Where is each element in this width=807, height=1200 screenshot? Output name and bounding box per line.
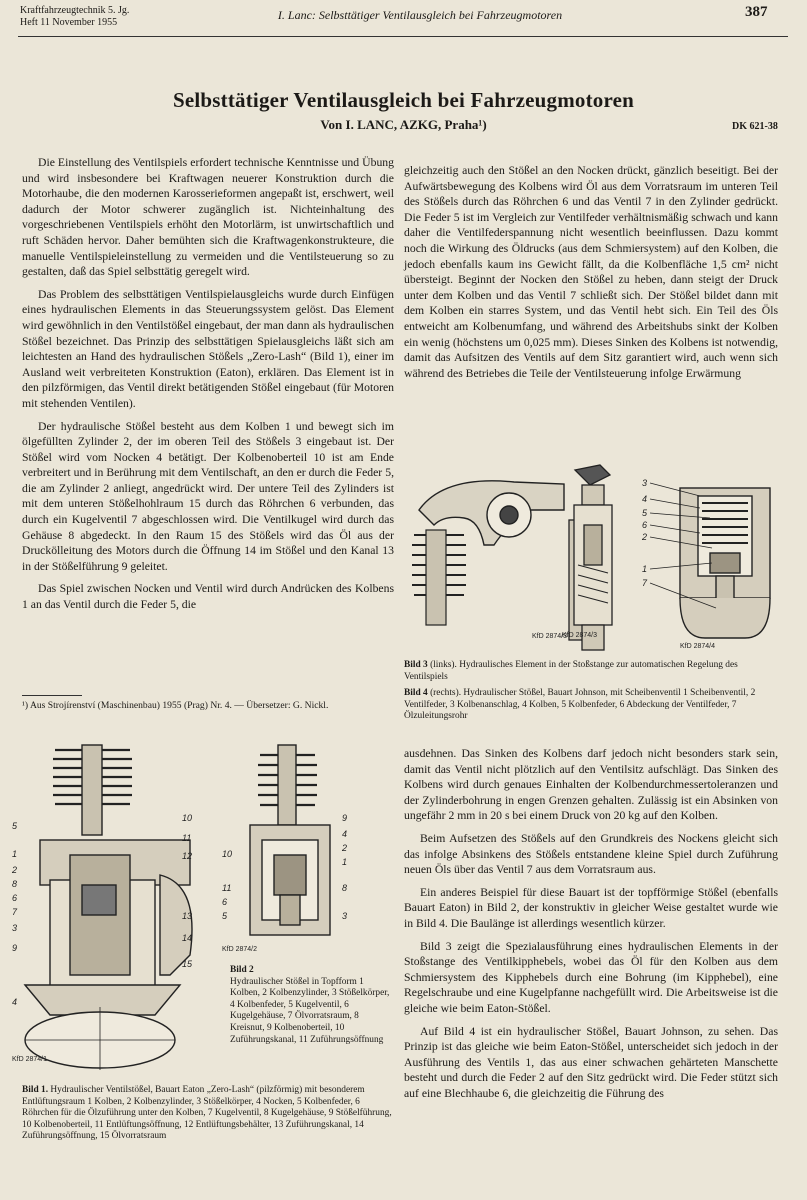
caption-label: Bild 3 — [404, 660, 428, 670]
figure-3 — [404, 470, 568, 655]
label: 9 — [12, 943, 18, 953]
label: 2 — [342, 843, 348, 853]
label: 1 — [642, 564, 648, 574]
label: 1 — [12, 849, 18, 859]
running-title: I. Lanc: Selbsttätiger Ventilausgleich bei Fahrzeugmotoren — [277, 8, 563, 22]
caption-bild-3-4 — [404, 660, 778, 723]
label: 3 — [642, 478, 648, 488]
column-2 — [404, 163, 778, 388]
paragraph: Ein anderes Beispiel für diese Bauart ist der topfförmige Stößel (ebenfalls Bauart Eaton) in Bild 2, der konstruktiv in gleicher Weise gestaltet wurde wie in Bild 4. Die Baulänge ist allerdings wesentlich kürzer. — [404, 885, 778, 930]
figure-id: KfD 2874/1 — [12, 1056, 48, 1063]
caption-text: (rechts). Hydraulischer Stößel, Bauart Johnson, mit Scheibenventil 1 Scheibenventil, 2 Ventilfeder, 3 Kolbenanschlag, 4 Kolben, 5 Kolbenfeder, 6 Abdeckung der Ventilfeder, 7 Ölzuleitungsrohr — [404, 688, 756, 722]
label: 10 — [182, 813, 193, 823]
label: 5 — [12, 821, 18, 831]
label: 8 — [12, 879, 18, 889]
paragraph: Auf Bild 4 ist ein hydraulischer Stößel, Bauart Johnson, zu sehen. Das Prinzip ist das gleiche wie beim Eaton-Stößel, unterscheidet sich jedoch in der Ausführung des Ventils 1, das aus einer schwachen gehärteten Manschette besteht und durch die Feder 2 auf den Sitz gedrückt wird. Die Feder stützt sich auf eine Blechhaube 6, die gleichzeitig die Führung des — [404, 1024, 778, 1100]
figure-2 — [220, 745, 360, 955]
label: 6 — [222, 897, 228, 907]
label: 6 — [642, 520, 648, 530]
caption-bild-1 — [22, 1085, 394, 1143]
label: 14 — [182, 933, 193, 943]
paragraph: Das Spiel zwischen Nocken und Ventil wird durch Andrücken des Kolbens 1 an das Ventil durch die Feder 5, die — [22, 582, 394, 612]
article-title: Selbsttätiger Ventilausgleich bei Fahrzeugmotoren — [172, 88, 635, 112]
figure-4-labels — [641, 478, 648, 588]
label: 3 — [12, 923, 18, 933]
figure-id: KfD 2874/3 — [532, 633, 568, 640]
byline: Von I. LANC, AZKG, Praha¹) — [320, 117, 487, 132]
figure-1 — [10, 745, 205, 1070]
footnote: ¹) Aus Strojírenství (Maschinenbau) 1955 (Prag) Nr. 4. — Übersetzer: G. Nickl. — [22, 700, 329, 711]
figure-id: KfD 2874/2 — [222, 946, 258, 953]
label: 2 — [12, 865, 18, 875]
paragraph: Das Problem des selbsttätigen Ventilspielausgleichs wurde durch Einfügen eines hydraulischen Elements in das Steuerungssystem gelöst. Das Element wird gewöhnlich in den Ventilstößel eingebaut, der man dann als hydraulischen Stößel bezeichnet. Das Prinzip des selbsttätigen Spielausgleichs läßt sich am leichtesten an Hand des hydraulischen Stößels „Zero-Lash“ (Bild 1), einer im Ausland weit verbreiteten Konstruktion (Eaton), erklären. Das Element ist in den pilzförmigen, das Ventil direkt betätigenden Stößel eingebaut (für Motoren mit stehenden Ventilen). — [22, 287, 394, 410]
journal-line-1: Kraftfahrzeugtechnik 5. Jg. — [20, 5, 130, 16]
label: 9 — [342, 813, 348, 823]
label: 11 — [182, 833, 192, 843]
valve-spring — [412, 530, 466, 625]
figure-id: KfD 2874/3 — [562, 632, 598, 639]
caption-text: Hydraulischer Stößel in Topfform 1 Kolben, 2 Kolbenzylinder, 3 Stößelkörper, 4 Kolbenfeder, 5 Kugelventil, 6 Kugelgehäuse, 7 Ölvorratsraum, 8 Kreisnut, 9 Kolbenoberteil, 10 Zuführungskanal, 11 Zuführungsöffnung — [230, 976, 390, 1045]
page-number: 387 — [745, 4, 768, 20]
label: 12 — [182, 851, 193, 861]
figure-4 — [640, 478, 780, 653]
paragraph: Die Einstellung des Ventilspiels erfordert technische Kenntnisse und Übung und wird insbesondere bei Kraftwagen neuerer Konstruktion durch die Motorhaube, die den modernen Karosserieformen angepaßt ist, erschwert, weil dadurch der Motor schwerer zugänglich ist. Nichteinhaltung des vorgeschriebenen Ventilspiels erhöht den Motorlärm, ist unwirtschaftlich und ruft Schäden hervor. Daher bemühten sich die Kraftwagenkonstrukteure, die manuelle Ventilspieleinstellung zu vermeiden und die Ventilsteuerung so zu gestalten, daß das Spiel selbsttätig geregelt wird. — [22, 156, 394, 279]
caption-label: Bild 2 — [230, 965, 254, 975]
caption-bild-2 — [230, 965, 390, 1046]
label: 7 — [12, 907, 18, 917]
label: 13 — [182, 911, 193, 921]
label: 5 — [642, 508, 648, 518]
label: 10 — [222, 849, 233, 859]
paragraph: gleichzeitig auch den Stößel an den Nocken drückt, gänzlich beseitigt. Bei der Aufwärtsbewegung des Kolbens wird Öl aus dem Vorratsraum im unteren Teil des Stößels durch das Röhrchen 6 und das Ventil 7 in den Zylinder gedrückt. Die Feder 5 ist im Vergleich zur Ventilfeder verhältnismäßig schwach und kann daher die Ventilfederspannung nicht wesentlich beeinflussen. Dazu kommt noch die Wirkung des Öldrucks (aus dem Schmiersystem) auf den Kolben, die jedoch ebenfalls kaum ins Gewicht fällt, da die Kolbenfläche 1,5 cm² nicht übersteigt. Beginnt der Nocken den Stößel zu heben, dann steigt der Druck unter dem Kolben und das Ventil 7 schließt sich. Der Stößel bildet dann mit dem Kolben ein starres System, und das Ventil hebt sich. Ein Teil des Öls entweicht am Kolbenumfang, und während des Arbeitshubs sinkt der Kolben ein wenig (höchstens um 0,025 mm). Dieses Sinken des Kolbens ist notwendig, damit das Aufsitzen des Ventils auf dem Sitz garantiert wird, auch wenn sich während des Betriebes die Teile der Ventilsteuerung infolge Erwärmung — [404, 164, 778, 380]
caption-text: (links). Hydraulisches Element in der Stoßstange zur automatischen Regelung des Ventilspiels — [404, 660, 738, 682]
label: 8 — [342, 883, 348, 893]
journal-info — [20, 5, 170, 29]
figure-3-pushrod — [560, 465, 630, 655]
header-rule — [18, 36, 788, 37]
footnote-rule — [22, 695, 82, 696]
label: 15 — [182, 959, 193, 969]
caption-label: Bild 1. — [22, 1085, 49, 1095]
journal-line-2: Heft 11 November 1955 — [20, 17, 118, 28]
caption-label: Bild 4 — [404, 688, 428, 699]
label: 5 — [222, 911, 228, 921]
column-3 — [404, 746, 778, 1108]
figure-id: KfD 2874/4 — [680, 643, 716, 650]
label: 4 — [342, 829, 348, 839]
paragraph: Bild 3 zeigt die Spezialausführung eines hydraulischen Elements in der Stoßstange des Ventilkipphebels, wobei das Öl für den Kolben aus dem Schmiersystem des Kipphebels durch eine Bohrung (im Kipphebel), eine Regelschraube und eine Kugelpfanne nachgefüllt wird. Die Arbeitsweise ist die gleiche wie beim Eaton-Stößel. — [404, 939, 778, 1015]
paragraph: Der hydraulische Stößel besteht aus dem Kolben 1 und bewegt sich im ölgefüllten Zylinder 2, der im oberen Teil des Stößels 3 eingebaut ist. Der Stößel wird vom Nocken 4 betätigt. Der Kolbenoberteil 10 ist am Ende verbreitert und in Berührung mit dem Ventilschaft, an den er durch die Feder 5, die am Zylinder 2 anliegt, angedrückt wird. Der untere Teil des Zylinders ist mit dem unteren Stößelhohlraum 15 durch das Röhrchen 6 verbunden, das durch ein Kugelventil 7 abgeschlossen wird. Die Ventilkugel wird durch das Gehäuse 8 abgedeckt. In den Raum 15 des Stößels wird das Öl aus der Druckölleitung des Motors durch die Öffnung 14 im Stößel und den Kanal 13 in der Stößelführung 9 geleitet. — [22, 419, 394, 573]
paragraph: Beim Aufsetzen des Stößels auf den Grundkreis des Nockens gleicht sich das infolge Absinkens des Stößels entstandene kleine Spiel durch Zuführung neuen Öls über das Ventil 7 aus dem Vorratsraum aus. — [404, 831, 778, 877]
label: 4 — [642, 494, 648, 504]
label: 6 — [12, 893, 18, 903]
label: 4 — [12, 997, 18, 1007]
caption-text: Hydraulischer Ventilstößel, Bauart Eaton „Zero-Lash“ (pilzförmig) mit besonderem Entlüftungsraum 1 Kolben, 2 Kolbenzylinder, 3 Stößelkörper, 4 Nocken, 5 Kolbenfeder, 6 Röhrchen für die Ölzuführung unter den Kolben, 7 Kugelventil, 8 Kugelgehäuse, 9 Stößelführung, 10 Kolbenoberteil, 11 Entlüftungsöffnung, 12 Entlüftungsbehälter, 13 Zuführungskanal, 14 Zuführungsöffnung, 15 Ölvorratsraum — [22, 1085, 392, 1142]
label: 7 — [642, 578, 648, 588]
label: 2 — [642, 532, 648, 542]
label: 3 — [342, 911, 348, 921]
label: 11 — [222, 883, 232, 893]
dk-classification: DK 621-38 — [732, 121, 778, 132]
label: 1 — [342, 857, 348, 867]
column-1 — [22, 155, 394, 620]
paragraph: ausdehnen. Das Sinken des Kolbens darf jedoch nicht besonders stark sein, damit das Ventil nicht plötzlich auf den Ventilsitz aufschlägt. Das Sinken des Kolbens wird durch genaues Einhalten der Kolbendurchmessertoleranzen und der Zylinderbohrung in engen Grenzen gehalten. Zulässig ist ein Absinken von ungefähr 2 mm in 20 s bei einem Druck von 20 kg auf den Kolben. — [404, 747, 778, 823]
